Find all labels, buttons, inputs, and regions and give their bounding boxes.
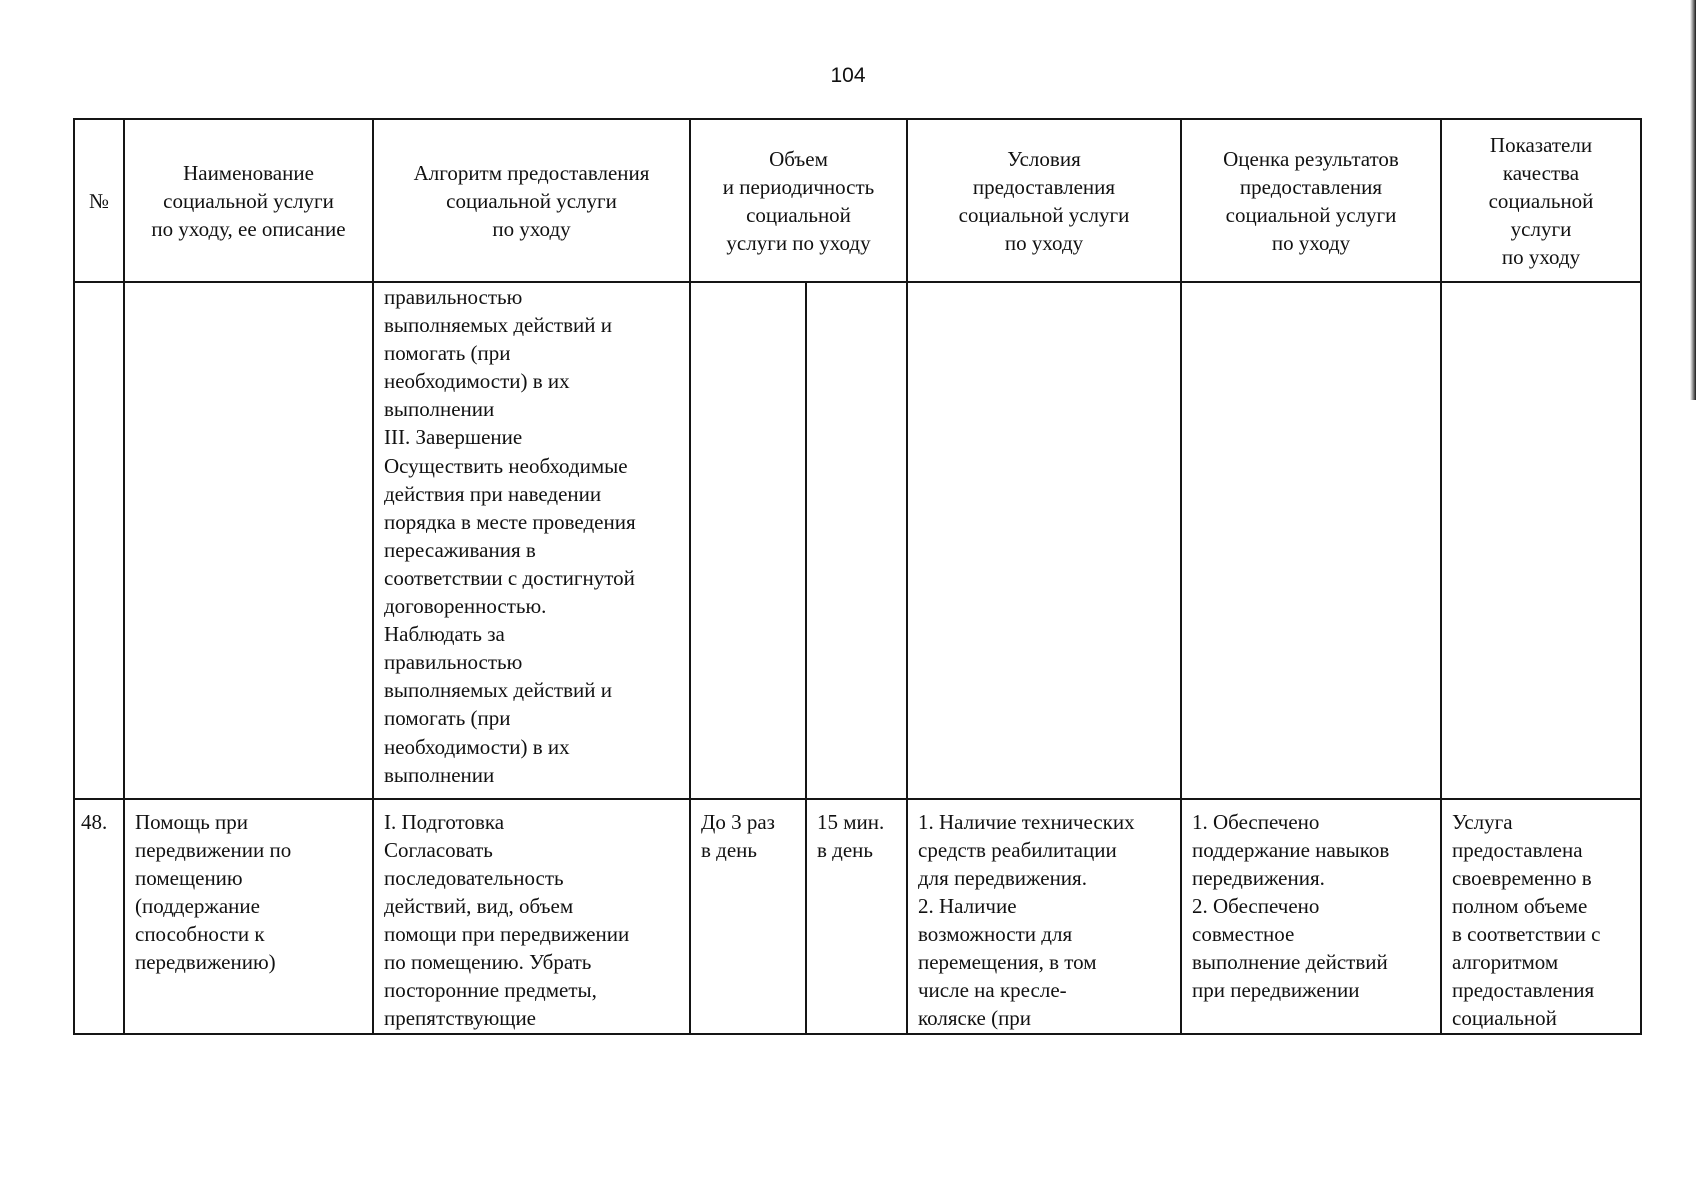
text-line: 1. Обеспечено (1192, 810, 1320, 834)
text-line: по помещению. Убрать (384, 950, 592, 974)
text-line: препятствующие (384, 1006, 537, 1030)
table-right-border (1640, 118, 1642, 1035)
header-line: Алгоритм предоставления (413, 160, 650, 185)
text-line: необходимости) в их (384, 734, 570, 759)
header-line: качества (1502, 160, 1580, 185)
text-line: перемещения, в том (918, 950, 1097, 974)
header-line: по уходу (1271, 230, 1351, 255)
row-48-periodicity-cell (807, 800, 906, 1033)
text-line: коляске (при (918, 1006, 1032, 1030)
header-bottom-border (73, 281, 1642, 283)
header-line: и периодичность (722, 174, 875, 199)
text-line: 15 мин. (817, 810, 885, 834)
text-line: возможности для (918, 922, 1073, 946)
text-line: полном объеме (1452, 894, 1588, 918)
row-48-quality-cell (1442, 800, 1640, 1033)
header-volume-periodicity (691, 120, 906, 281)
text-line: помощи при передвижении (384, 922, 630, 946)
header-line: предоставления (972, 174, 1116, 199)
text-line: передвижения. (1192, 866, 1325, 890)
text-line: способности к (135, 922, 265, 946)
header-line: услуги по уходу (726, 230, 871, 255)
header-line: предоставления (1239, 174, 1383, 199)
header-line: по уходу (492, 216, 571, 241)
text-line: действия при наведении (384, 481, 602, 506)
text-line: выполнении (384, 397, 495, 422)
text-line: соответствии с достигнутой (384, 565, 635, 590)
text-line: договоренностью. (384, 594, 547, 619)
text-line: выполняемых действий и (384, 678, 612, 703)
header-line: Наименование (183, 160, 314, 185)
header-conditions (908, 120, 1180, 281)
header-line: Условия (1007, 146, 1081, 171)
header-service-name (125, 120, 372, 281)
text-line: выполнение действий (1192, 950, 1388, 974)
text-line: для передвижения. (918, 866, 1087, 890)
text-line: 1. Наличие технических (918, 810, 1135, 834)
text-line: числе на кресле- (918, 978, 1067, 1002)
text-line: 2. Обеспечено (1192, 894, 1320, 918)
header-line: Оценка результатов (1223, 146, 1399, 171)
header-line: Объем (769, 146, 828, 171)
text-line: (поддержание (135, 894, 260, 918)
header-algorithm (374, 120, 689, 281)
text-line: последовательность (384, 866, 564, 890)
header-line: социальной (1488, 188, 1594, 213)
text-line: Наблюдать за (384, 622, 505, 647)
text-line: в день (701, 838, 757, 862)
text-line: в соответствии с (1452, 922, 1601, 946)
text-line: правильностью (384, 285, 523, 309)
text-line: Услуга (1452, 810, 1513, 834)
text-line: I. Подготовка (384, 810, 505, 834)
continuation-algorithm-cell (374, 283, 689, 798)
row-48-number-cell (75, 800, 123, 1033)
text-line: порядка в месте проведения (384, 509, 636, 534)
header-line: по уходу (1501, 244, 1581, 269)
text-line: предоставлена (1452, 838, 1583, 862)
text-line: пересаживания в (384, 537, 536, 562)
text-line: передвижению) (135, 950, 276, 974)
header-evaluation (1182, 120, 1440, 281)
header-quality (1442, 120, 1640, 281)
header-line: услуги (1510, 216, 1572, 241)
row-48-evaluation-cell (1182, 800, 1440, 1033)
scan-edge-shadow (1690, 0, 1696, 400)
text-line: в день (817, 838, 873, 862)
header-line: социальной услуги (446, 188, 617, 213)
row-48-algorithm-cell (374, 800, 689, 1033)
text-line: поддержание навыков (1192, 838, 1390, 862)
header-line: Показатели (1489, 132, 1593, 157)
header-number-label: № (88, 188, 110, 213)
header-line: по уходу (1004, 230, 1084, 255)
text-line: Помощь при (135, 810, 249, 834)
text-line: совместное (1192, 922, 1295, 946)
row-48-service-name-cell (125, 800, 372, 1033)
text-line: До 3 раз (701, 810, 775, 834)
text-line: помещению (135, 866, 243, 890)
text-line: при передвижении (1192, 978, 1360, 1002)
text-line: средств реабилитации (918, 838, 1117, 862)
header-number (75, 120, 123, 281)
text-line: выполняемых действий и (384, 313, 612, 338)
text-line: действий, вид, объем (384, 894, 574, 918)
text-line: посторонние предметы, (384, 978, 597, 1002)
text-line: Осуществить необходимые (384, 453, 628, 478)
text-line: III. Завершение (384, 425, 523, 450)
row-number: 48. (81, 810, 108, 834)
text-line: предоставления (1452, 978, 1595, 1002)
text-line: необходимости) в их (384, 369, 570, 394)
page-number: 104 (830, 64, 866, 87)
text-line: выполнении (384, 762, 495, 787)
text-line: 2. Наличие (918, 894, 1017, 918)
header-line: по уходу, ее описание (151, 216, 346, 241)
text-line: Согласовать (384, 838, 493, 862)
table-bottom-border (73, 1033, 1642, 1035)
text-line: своевременно в (1452, 866, 1592, 890)
text-line: социальной (1452, 1006, 1557, 1030)
row-48-conditions-cell (908, 800, 1180, 1033)
text-line: правильностью (384, 650, 523, 675)
row-48-volume-cell (691, 800, 805, 1033)
header-line: социальной услуги (1225, 202, 1397, 227)
text-line: помогать (при (384, 341, 511, 366)
header-line: социальной (746, 202, 851, 227)
text-line: помогать (при (384, 706, 511, 731)
header-line: социальной услуги (163, 188, 334, 213)
text-line: передвижении по (135, 838, 292, 862)
text-line: алгоритмом (1452, 950, 1559, 974)
header-line: социальной услуги (958, 202, 1130, 227)
